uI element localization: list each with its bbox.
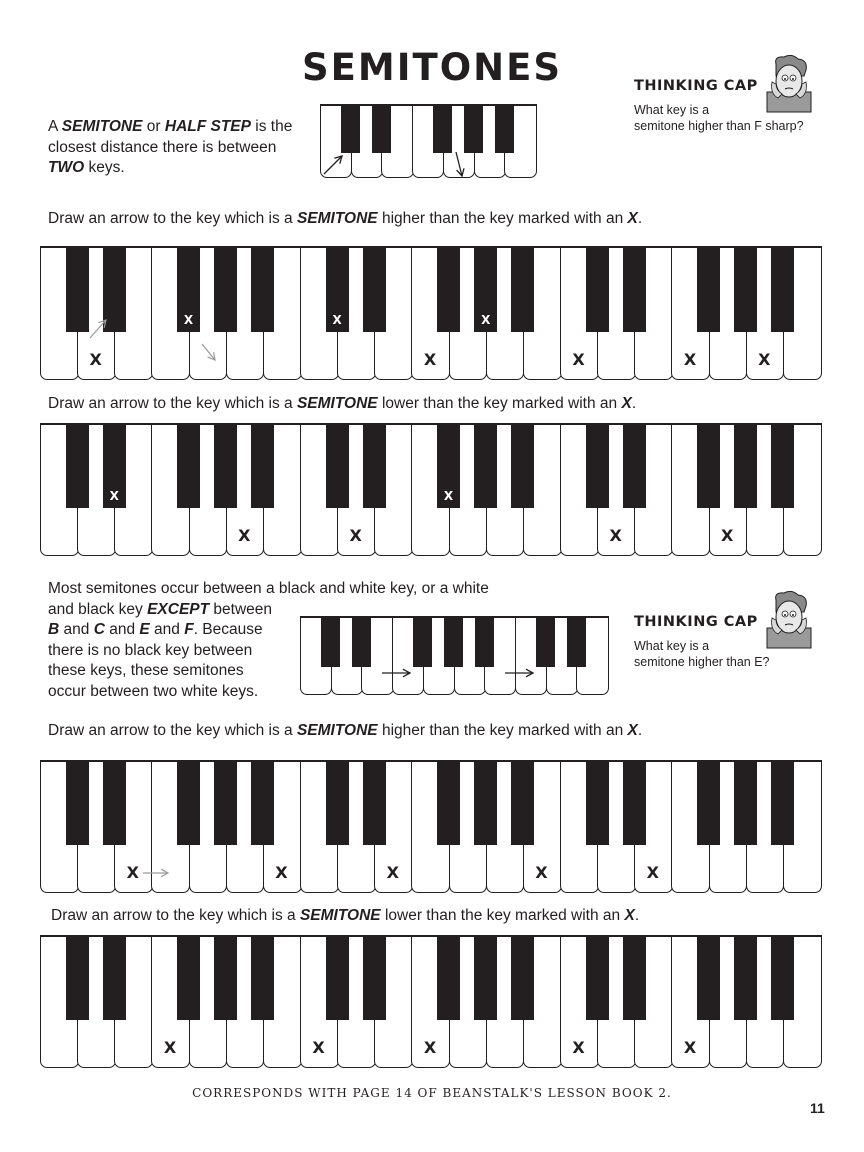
instruction-1 — [48, 210, 642, 228]
black-key-f-sharp[interactable] — [177, 423, 200, 508]
explanation-line: between — [209, 600, 273, 618]
black-key-c-sharp[interactable] — [66, 760, 89, 845]
instruction-text: Draw an arrow to the key which is a — [48, 722, 297, 739]
black-key-c-sharp[interactable] — [586, 423, 609, 508]
term-semitone: SEMITONE — [296, 722, 378, 739]
explanation-line: and — [104, 621, 140, 638]
x-mark-white-key: X — [535, 863, 548, 882]
x-mark-white-key: X — [720, 526, 734, 545]
instruction-text: . — [637, 210, 643, 227]
black-key-g-sharp[interactable] — [474, 935, 497, 1020]
x-mark-black-key: X — [481, 312, 491, 327]
x-mark-white-key: X — [683, 1038, 697, 1057]
example-keyboard-2 — [300, 616, 607, 695]
black-key-a-sharp[interactable] — [251, 423, 274, 508]
black-key-f-sharp[interactable] — [177, 760, 200, 845]
x-mark-white-key: X — [646, 863, 660, 882]
explanation-line: occur between two white keys. — [48, 682, 259, 700]
x-mark-white-key: X — [572, 350, 585, 369]
thinking-cap-question: What key is a — [634, 639, 710, 653]
black-key-a-sharp[interactable] — [771, 760, 794, 845]
x-symbol: X — [627, 210, 638, 227]
black-key-g-sharp[interactable] — [734, 246, 757, 332]
black-key-g-sharp[interactable] — [734, 935, 757, 1020]
black-key-c-sharp[interactable] — [66, 423, 89, 508]
black-key-d-sharp[interactable] — [363, 935, 386, 1020]
black-key-c-sharp[interactable] — [586, 935, 609, 1020]
x-mark-white-key: X — [238, 526, 251, 545]
x-mark-black-key: X — [183, 312, 194, 327]
footer-reference: CORRESPONDS WITH PAGE 14 OF BEANSTALK'S LESSON BOOK 2. — [192, 1086, 672, 1100]
x-mark-white-key: X — [423, 1038, 437, 1057]
term-except: EXCEPT — [147, 600, 210, 618]
x-mark-white-key: X — [683, 350, 697, 369]
exercise-keyboard-3[interactable] — [40, 760, 820, 893]
black-key-d-sharp — [352, 616, 371, 667]
intro-text: closest distance there is between — [48, 138, 277, 156]
note-f: F — [184, 621, 194, 638]
instruction-text: . — [631, 395, 637, 412]
instruction-text: higher than the key marked with an — [377, 210, 628, 227]
instruction-4 — [51, 907, 639, 925]
black-key-g-sharp[interactable] — [214, 935, 237, 1020]
black-key-c-sharp[interactable] — [66, 935, 89, 1020]
thinking-cap-question: What key is a — [634, 103, 710, 117]
black-key-a-sharp[interactable] — [771, 246, 794, 332]
black-key-c-sharp — [536, 616, 555, 667]
black-key-f-sharp[interactable] — [697, 935, 720, 1020]
instruction-text: Draw an arrow to the key which is a — [48, 395, 297, 412]
explanation-line: . Because — [193, 621, 263, 638]
black-key-g-sharp — [464, 104, 483, 153]
term-semitone: SEMITONE — [296, 210, 378, 227]
black-key-f-sharp — [433, 104, 452, 153]
black-key-f-sharp[interactable] — [697, 246, 720, 332]
black-key-f-sharp[interactable] — [697, 423, 720, 508]
thinking-boy-icon — [764, 54, 814, 114]
explanation-line: and — [149, 621, 185, 638]
black-key-a-sharp[interactable] — [251, 246, 274, 332]
page-title: SEMITONES — [301, 46, 563, 89]
black-key-d-sharp[interactable] — [623, 246, 646, 332]
explanation-line: Most semitones occur between a black and white key, or a white — [48, 580, 489, 597]
x-mark-white-key: X — [423, 350, 437, 369]
black-key-f-sharp[interactable] — [697, 760, 720, 845]
black-key-a-sharp[interactable] — [771, 935, 794, 1020]
black-key-g-sharp — [444, 616, 463, 667]
instruction-text: lower than the key marked with an — [377, 395, 622, 412]
black-key-a-sharp[interactable] — [251, 760, 274, 845]
black-key-d-sharp[interactable] — [103, 246, 126, 332]
x-mark-white-key: X — [349, 526, 362, 545]
x-mark-black-key: X — [332, 312, 342, 327]
black-key-a-sharp — [475, 616, 494, 667]
black-key-d-sharp[interactable] — [623, 423, 646, 508]
black-key-d-sharp — [372, 104, 391, 153]
thinking-cap-question: semitone higher than F sharp? — [634, 119, 804, 133]
thinking-cap-title: THINKING CAP — [634, 614, 758, 630]
exercise-keyboard-2[interactable] — [40, 423, 820, 556]
explanation-line: and black key — [48, 600, 148, 618]
explanation-line: there is no black key between — [48, 641, 253, 659]
thinking-cap-title: THINKING CAP — [634, 78, 758, 94]
black-key-g-sharp[interactable] — [214, 760, 237, 845]
thinking-cap-question: semitone higher than E? — [634, 655, 770, 669]
intro-text: or — [142, 118, 165, 135]
black-key-f-sharp[interactable] — [177, 935, 200, 1020]
black-key-g-sharp[interactable] — [214, 246, 237, 332]
term-semitone: SEMITONE — [61, 118, 143, 135]
exercise-keyboard-1[interactable] — [40, 246, 820, 380]
black-key-g-sharp[interactable] — [214, 423, 237, 508]
black-key-a-sharp[interactable] — [511, 760, 534, 845]
instruction-2 — [48, 395, 636, 413]
intro-definition — [48, 117, 308, 179]
black-key-a-sharp — [495, 104, 514, 153]
black-key-f-sharp[interactable] — [437, 760, 460, 845]
thinking-boy-icon — [764, 590, 814, 650]
black-key-a-sharp[interactable] — [251, 935, 274, 1020]
thinking-cap-2 — [634, 614, 770, 670]
black-key-g-sharp[interactable] — [474, 760, 497, 845]
black-key-d-sharp[interactable] — [363, 760, 386, 845]
black-key-d-sharp[interactable] — [623, 760, 646, 845]
x-mark-white-key: X — [275, 863, 288, 882]
instruction-text: . — [637, 722, 643, 739]
x-mark-white-key: X — [386, 863, 400, 882]
black-key-c-sharp[interactable] — [326, 935, 349, 1020]
term-two: TWO — [48, 159, 85, 176]
term-semitone: SEMITONE — [296, 395, 378, 412]
black-key-c-sharp[interactable] — [586, 246, 609, 332]
black-key-d-sharp[interactable] — [363, 423, 386, 508]
intro-text: A — [48, 118, 62, 135]
black-key-g-sharp[interactable] — [474, 423, 497, 508]
black-key-f-sharp[interactable] — [437, 935, 460, 1020]
intro-text: keys. — [84, 159, 125, 176]
example-keyboard-1 — [320, 104, 535, 178]
instruction-text: Draw an arrow to the key which is a — [51, 907, 300, 924]
instruction-text: Draw an arrow to the key which is a — [48, 210, 297, 227]
page-number: 11 — [810, 1100, 825, 1116]
instruction-text: higher than the key marked with an — [377, 722, 628, 739]
x-mark-white-key: X — [609, 526, 622, 545]
x-mark-black-key: X — [109, 489, 119, 504]
term-semitone: SEMITONE — [299, 907, 381, 924]
black-key-c-sharp[interactable] — [326, 423, 349, 508]
black-key-c-sharp — [341, 104, 360, 153]
note-b: B — [48, 621, 60, 638]
x-symbol: X — [624, 907, 635, 924]
exercise-keyboard-4[interactable] — [40, 935, 820, 1068]
black-key-d-sharp[interactable] — [363, 246, 386, 332]
black-key-a-sharp[interactable] — [511, 423, 534, 508]
instruction-text: lower than the key marked with an — [380, 907, 625, 924]
x-mark-white-key: X — [572, 1038, 585, 1057]
x-mark-white-key: X — [758, 350, 771, 369]
x-mark-white-key: X — [89, 350, 102, 369]
instruction-text: . — [634, 907, 640, 924]
black-key-c-sharp — [321, 616, 340, 667]
black-key-c-sharp[interactable] — [586, 760, 609, 845]
explanation-line: and — [59, 621, 94, 638]
note-e: E — [139, 621, 150, 638]
black-key-a-sharp[interactable] — [511, 935, 534, 1020]
black-key-a-sharp[interactable] — [511, 246, 534, 332]
explanation-line: these keys, these semitones — [48, 662, 244, 679]
black-key-d-sharp[interactable] — [103, 760, 126, 845]
black-key-f-sharp[interactable] — [437, 246, 460, 332]
instruction-3 — [48, 722, 642, 740]
black-key-d-sharp — [567, 616, 586, 667]
x-mark-black-key: X — [443, 489, 454, 504]
x-mark-white-key: X — [312, 1038, 325, 1057]
black-key-d-sharp[interactable] — [103, 935, 126, 1020]
x-mark-white-key: X — [163, 1038, 177, 1057]
black-key-a-sharp[interactable] — [771, 423, 794, 508]
black-key-c-sharp[interactable] — [326, 760, 349, 845]
x-symbol: X — [627, 722, 638, 739]
term-half-step: HALF STEP — [164, 118, 251, 135]
intro-text: is the — [251, 118, 293, 135]
black-key-g-sharp[interactable] — [734, 423, 757, 508]
x-symbol: X — [621, 395, 632, 412]
x-mark-white-key: X — [126, 863, 140, 882]
black-key-g-sharp[interactable] — [734, 760, 757, 845]
note-c: C — [93, 621, 105, 638]
black-key-d-sharp[interactable] — [623, 935, 646, 1020]
black-key-c-sharp[interactable] — [66, 246, 89, 332]
black-key-f-sharp — [413, 616, 432, 667]
